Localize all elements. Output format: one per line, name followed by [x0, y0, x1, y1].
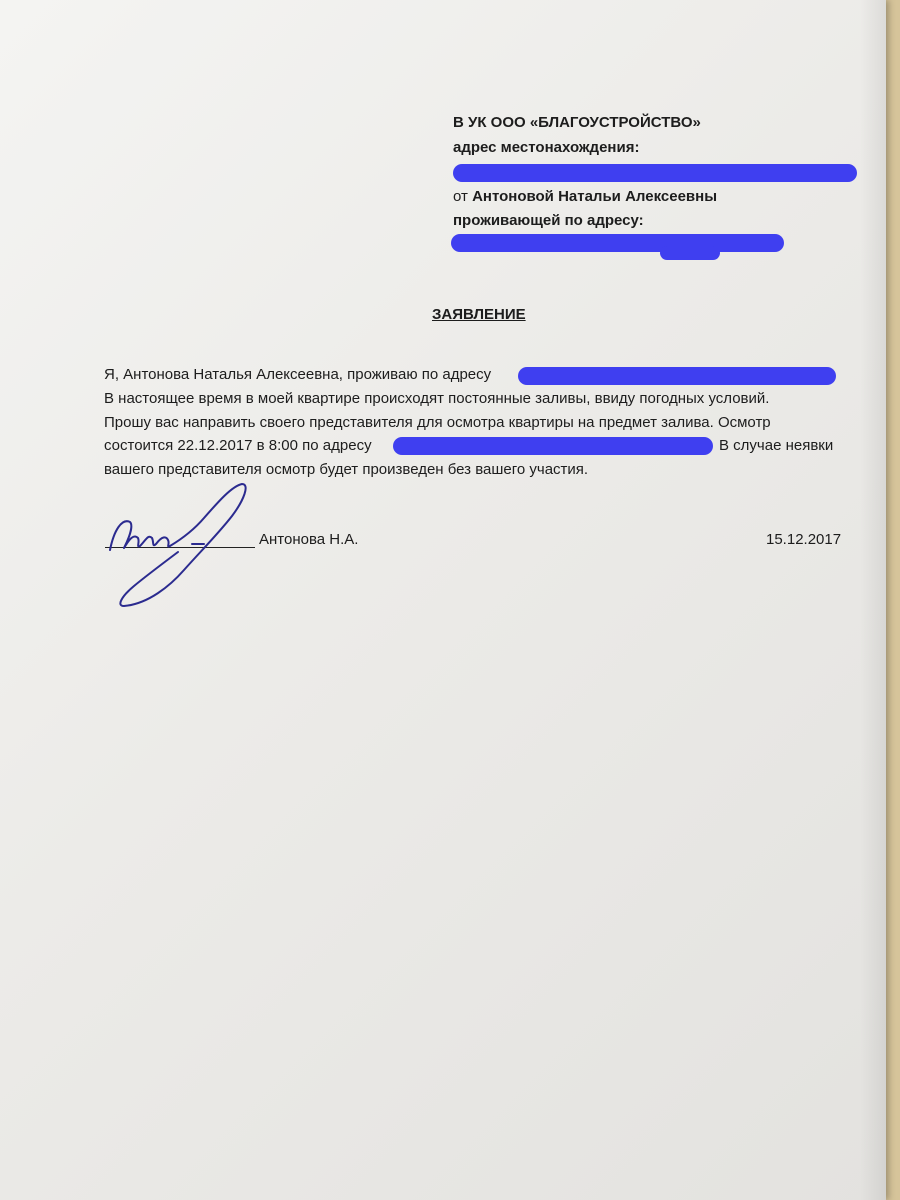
- from-line: [453, 188, 717, 206]
- from-prefix: от: [453, 188, 468, 205]
- signature-date: 15.12.2017: [766, 531, 842, 548]
- redacted-sender-address-tail: [660, 246, 720, 260]
- redacted-company-address: [453, 164, 857, 182]
- redacted-inspection-address: [393, 437, 713, 455]
- residing-label: проживающей по адресу:: [453, 212, 644, 229]
- document-title: ЗАЯВЛЕНИЕ: [432, 306, 526, 323]
- recipient-text: В УК ООО «БЛАГОУСТРОЙСТВО»: [453, 114, 701, 131]
- body-line-4-end: В случае неявки: [719, 437, 834, 454]
- address-label: адрес местонахождения:: [453, 139, 640, 156]
- redacted-residence-address: [518, 367, 836, 385]
- redacted-sender-address: [451, 234, 784, 252]
- body-line-2: В настоящее время в моей квартире происходят постоянные заливы, ввиду погодных условий.: [104, 390, 770, 407]
- recipient-line: [453, 114, 701, 132]
- page-shadow: [860, 0, 886, 1200]
- body-line-1: Я, Антонова Наталья Алексеевна, проживаю по адресу: [104, 366, 492, 383]
- body-line-5: вашего представителя осмотр будет произведен без вашего участия.: [104, 461, 589, 478]
- body-line-3: Прошу вас направить своего представителя для осмотра квартиры на предмет залива. Осмотр: [104, 414, 771, 431]
- from-name: Антоновой Натальи Алексеевны: [472, 188, 717, 205]
- handwritten-signature: [100, 478, 260, 613]
- body-line-4-start: состоится 22.12.2017 в 8:00 по адресу: [104, 437, 372, 454]
- signer-name: Антонова Н.А.: [259, 531, 359, 548]
